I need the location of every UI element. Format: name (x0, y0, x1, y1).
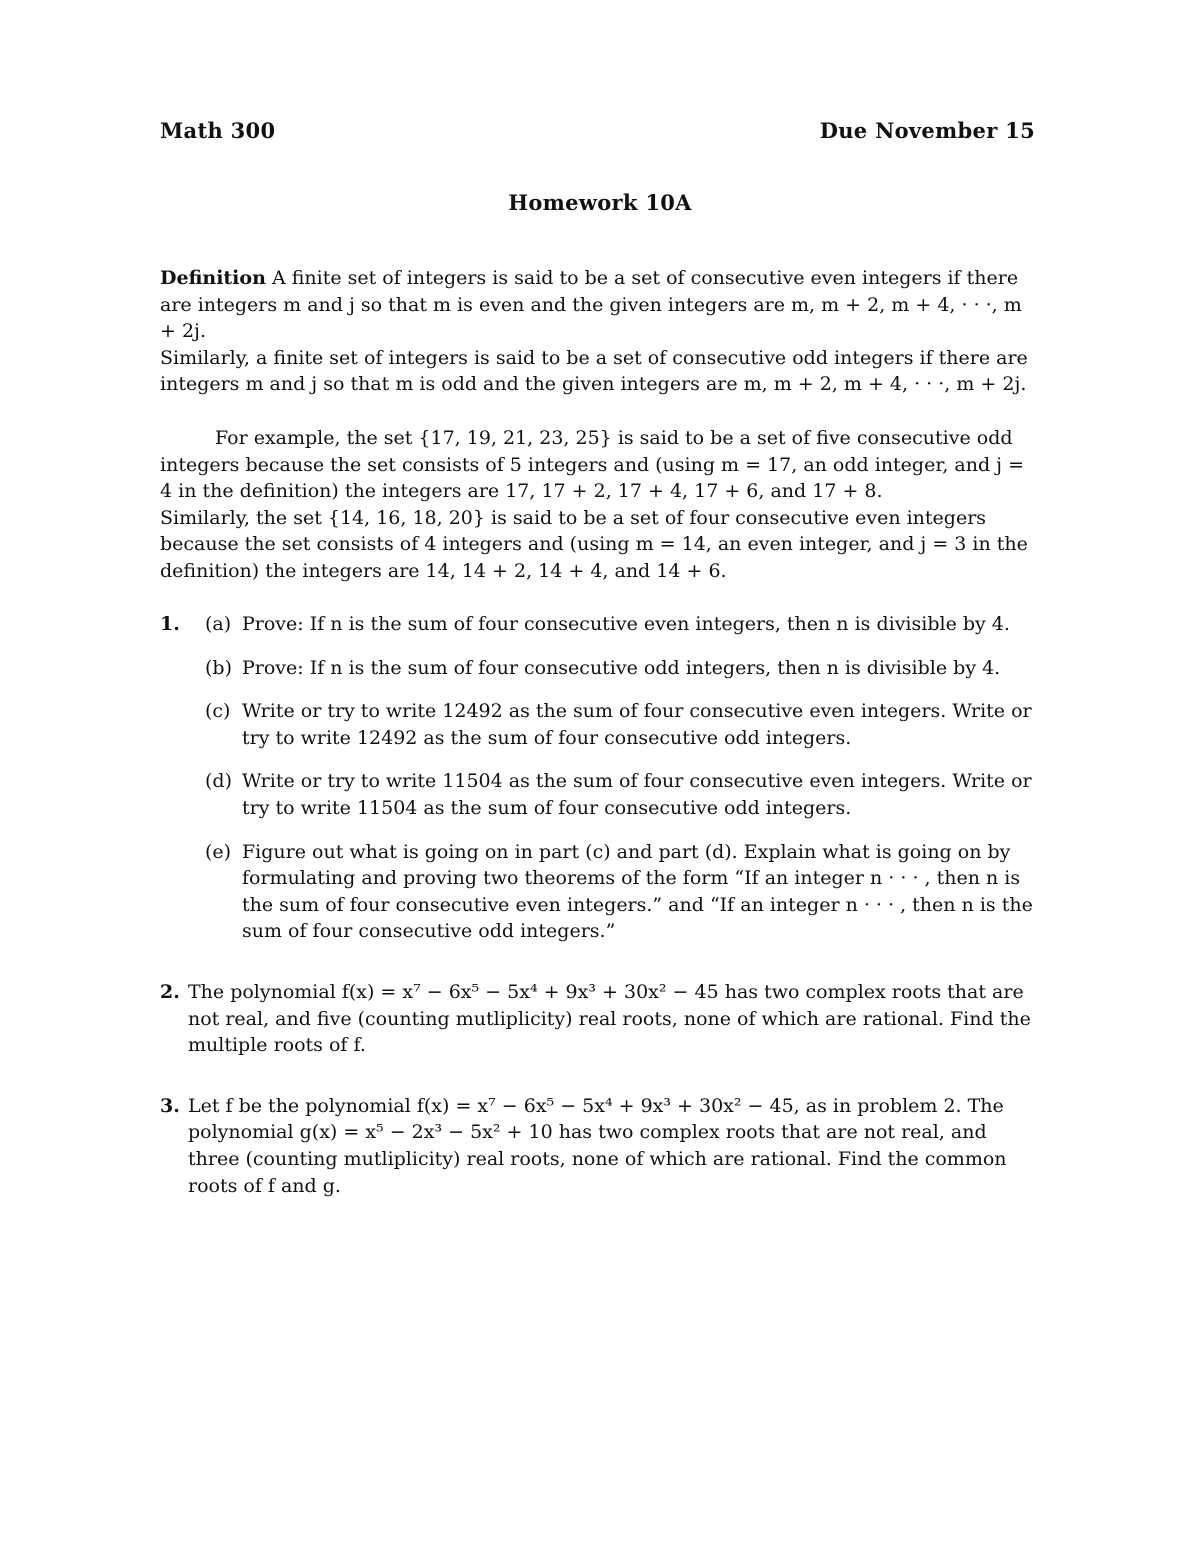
problem-number: 2. (160, 980, 180, 1003)
due-date: Due November 15 (819, 118, 1035, 143)
problem-number: 1. (160, 613, 180, 635)
definition-text: A finite set of integers is said to be a set of consecutive even integers if there are integers m and j so that m is even and the given integers are m, m + 2, m + 4, · · ·, m + 2j. (160, 267, 1022, 343)
example-paragraph-odd: For example, the set {17, 19, 21, 23, 25} is said to be a set of five consecutive odd integers because the set consists of 5 integers and (using m = 17, an odd integer, and j = 4 in the definition) the integers are 17, 17 + 2, 17 + 4, 17 + 6, and 17 + 8. (160, 426, 1025, 503)
problem-part (188, 768, 1036, 821)
problem-text: The polynomial f(x) = x⁷ − 6x⁵ − 5x⁴ + 9x³ + 30x² − 45 has two complex roots that are not real, and five (counting mutliplicity) real roots, none of which are rational. Find the multiple roots of f. (188, 980, 1031, 1057)
definition-label: Definition (160, 267, 266, 289)
part-label: (e) (205, 840, 232, 863)
problem-number: 3. (160, 1094, 180, 1117)
problem-3 (160, 1093, 1036, 1199)
part-label: (a) (205, 613, 232, 635)
problem-part (188, 839, 1036, 945)
problem-text: Let f be the polynomial f(x) = x⁷ − 6x⁵ − 5x⁴ + 9x³ + 30x² − 45, as in problem 2. The polynomial g(x) = x⁵ − 2x³ − 5x² + 10 has two complex roots that are not real, and three (counting mutliplicity) real roots, none of which are rational. Find the common roots of f and g. (188, 1094, 1007, 1197)
example-paragraph-even: Similarly, the set {14, 16, 18, 20} is said to be a set of four consecutive even integers because the set consists of 4 integers and (using m = 14, an even integer, and j = 3 in the definition) the integers are 14, 14 + 2, 14 + 4, and 14 + 6. (160, 506, 1028, 582)
course-label: Math 300 (160, 118, 276, 143)
definition-section (160, 265, 1036, 585)
problem-part (188, 655, 1036, 682)
problem-list (160, 611, 1036, 1199)
part-text: Write or try to write 11504 as the sum of four consecutive even integers. Write or try to write 11504 as the sum of four consecutive odd integers. (242, 770, 1032, 819)
part-label: (b) (205, 656, 232, 679)
definition-paragraph (160, 265, 1036, 345)
part-label: (c) (205, 700, 231, 723)
part-text: Prove: If n is the sum of four consecutive even integers, then n is divisible by 4. (242, 613, 1010, 635)
problem-2 (160, 979, 1036, 1059)
problem-1 (160, 611, 1036, 945)
part-text: Write or try to write 12492 as the sum of four consecutive even integers. Write or try to write 12492 as the sum of four consecutive odd integers. (242, 700, 1032, 749)
part-text: Prove: If n is the sum of four consecutive odd integers, then n is divisible by 4. (242, 656, 1001, 679)
page-title: Homework 10A (508, 190, 692, 215)
part-text: Figure out what is going on in part (c) and part (d). Explain what is going on by formulating and proving two theorems of the form “If an integer n · · · , then n is the sum of four consecutive even integers.” and “If an integer n · · · , then n is the sum of four consecutive odd integers.” (242, 840, 1033, 943)
problem-part (188, 611, 1036, 638)
part-label: (d) (205, 770, 232, 793)
problem-part (188, 698, 1036, 751)
definition-odd-paragraph: Similarly, a finite set of integers is said to be a set of consecutive odd integers if there are integers m and j so that m is odd and the given integers are m, m + 2, m + 4, · · ·, m + 2j. (160, 346, 1028, 396)
